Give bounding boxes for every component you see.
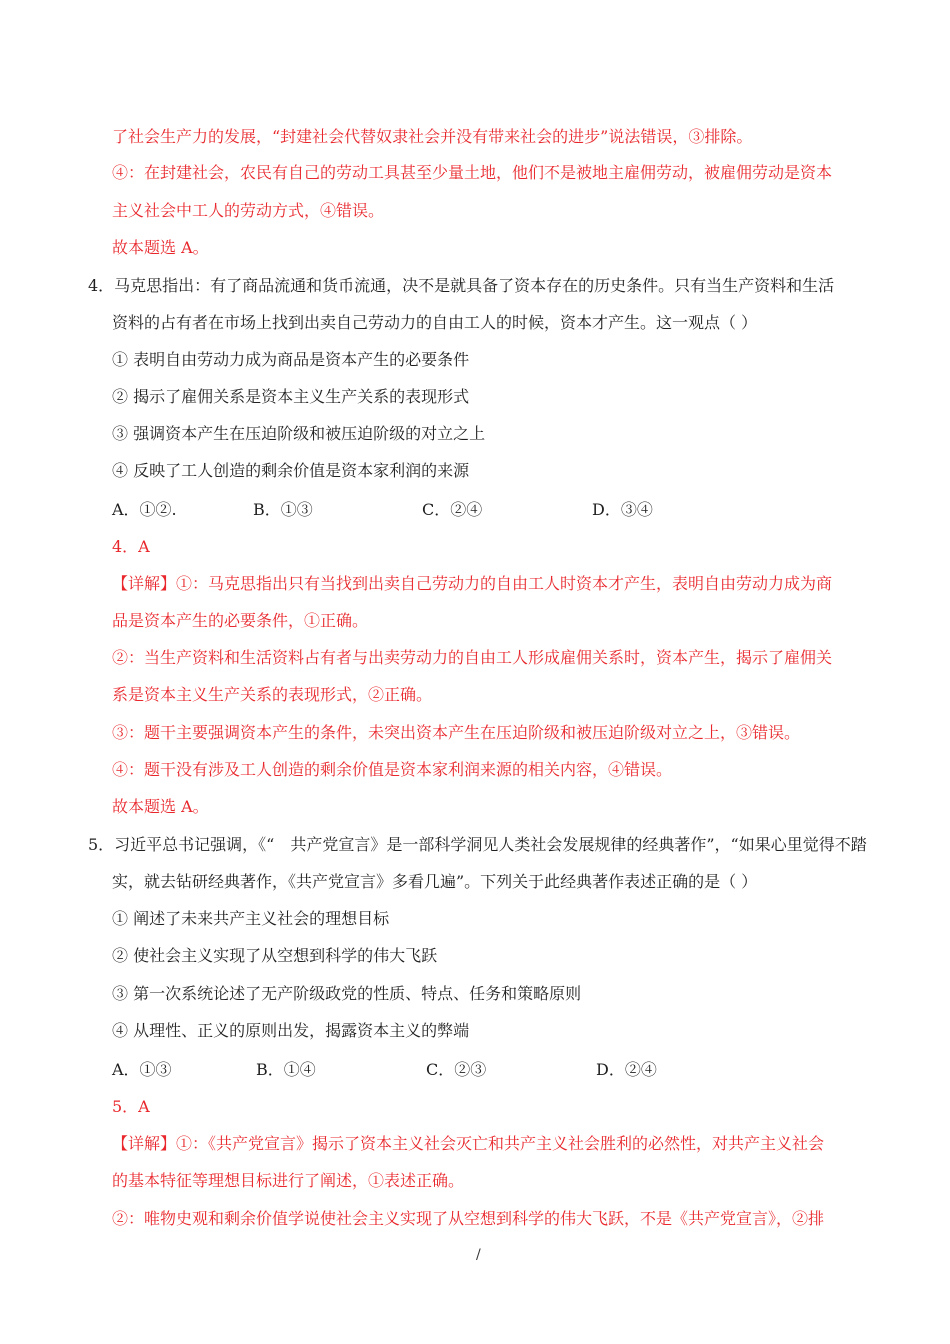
explanation-line: 系是资本主义生产关系的表现形式，②正确。 (112, 685, 433, 704)
explanation-line: 主义社会中工人的劳动方式，④错误。 (112, 201, 385, 220)
question-4-option-a: A．①②. (112, 500, 177, 519)
question-5-stem: 实，就去钻研经典著作，《共产党宣言》多看几遍”。下列关于此经典著作表述正确的是（ ） (112, 872, 758, 891)
question-4-choice: ③ 强调资本产生在压迫阶级和被压迫阶级的对立之上 (112, 424, 486, 443)
explanation-line: 【详解】①：马克思指出只有当找到出卖自己劳动力的自由工人时资本才产生，表明自由劳动力成为商 (112, 574, 833, 593)
question-4-stem: 资料的占有者在市场上找到出卖自己劳动力的自由工人的时候，资本才产生。这一观点（ ） (112, 313, 758, 332)
question-4-choice: ① 表明自由劳动力成为商品是资本产生的必要条件 (112, 350, 470, 369)
question-5-choice: ① 阐述了未来共产主义社会的理想目标 (112, 909, 390, 928)
explanation-line: ②：唯物史观和剩余价值学说使社会主义实现了从空想到科学的伟大飞跃，不是《共产党宣言》，②排 (112, 1209, 825, 1228)
question-5-choice: ③ 第一次系统论述了无产阶级政党的性质、特点、任务和策略原则 (112, 984, 582, 1003)
page-footer: / (476, 1247, 481, 1263)
explanation-line: ④：题干没有涉及工人创造的剩余价值是资本家利润来源的相关内容，④错误。 (112, 760, 673, 779)
question-5-answer: 5．A (112, 1097, 150, 1116)
question-4-stem: 4．马克思指出：有了商品流通和货币流通，决不是就具备了资本存在的历史条件。只有当生产资料和生活 (88, 276, 835, 295)
question-5-option-a: A．①③ (112, 1060, 172, 1079)
answer-conclusion: 故本题选 A。 (112, 797, 209, 816)
question-4-option-c: C．②④ (422, 500, 483, 519)
explanation-line: 的基本特征等理想目标进行了阐述，①表述正确。 (112, 1171, 465, 1190)
explanation-line: ②：当生产资料和生活资料占有者与出卖劳动力的自由工人形成雇佣关系时，资本产生，揭示了雇佣关 (112, 648, 833, 667)
question-4-option-d: D．③④ (592, 500, 653, 519)
explanation-line: ③：题干主要强调资本产生的条件，未突出资本产生在压迫阶级和被压迫阶级对立之上，③错误。 (112, 723, 801, 742)
question-5-option-d: D．②④ (596, 1060, 657, 1079)
question-5-option-c: C．②③ (426, 1060, 487, 1079)
explanation-line: 了社会生产力的发展，“封建社会代替奴隶社会并没有带来社会的进步”说法错误，③排除。 (112, 127, 753, 146)
question-5-choice: ④ 从理性、正义的原则出发，揭露资本主义的弊端 (112, 1021, 470, 1040)
question-4-choice: ④ 反映了工人创造的剩余价值是资本家利润的来源 (112, 461, 470, 480)
question-4-choice: ② 揭示了雇佣关系是资本主义生产关系的表现形式 (112, 387, 470, 406)
explanation-line: ④：在封建社会，农民有自己的劳动工具甚至少量土地，他们不是被地主雇佣劳动，被雇佣劳动是资本 (112, 163, 833, 182)
answer-conclusion: 故本题选 A。 (112, 238, 209, 257)
explanation-line: 品是资本产生的必要条件，①正确。 (112, 611, 369, 630)
question-4-option-b: B．①③ (253, 500, 313, 519)
question-4-answer: 4．A (112, 537, 150, 556)
question-5-option-b: B．①④ (256, 1060, 316, 1079)
question-5-stem: 5．习近平总书记强调，《“ 共产党宣言》是一部科学洞见人类社会发展规律的经典著作”，“如果心里觉得不踏 (88, 835, 867, 854)
question-5-choice: ② 使社会主义实现了从空想到科学的伟大飞跃 (112, 946, 438, 965)
explanation-line: 【详解】①：《共产党宣言》揭示了资本主义社会灭亡和共产主义社会胜利的必然性，对共产主义社会 (112, 1134, 825, 1153)
